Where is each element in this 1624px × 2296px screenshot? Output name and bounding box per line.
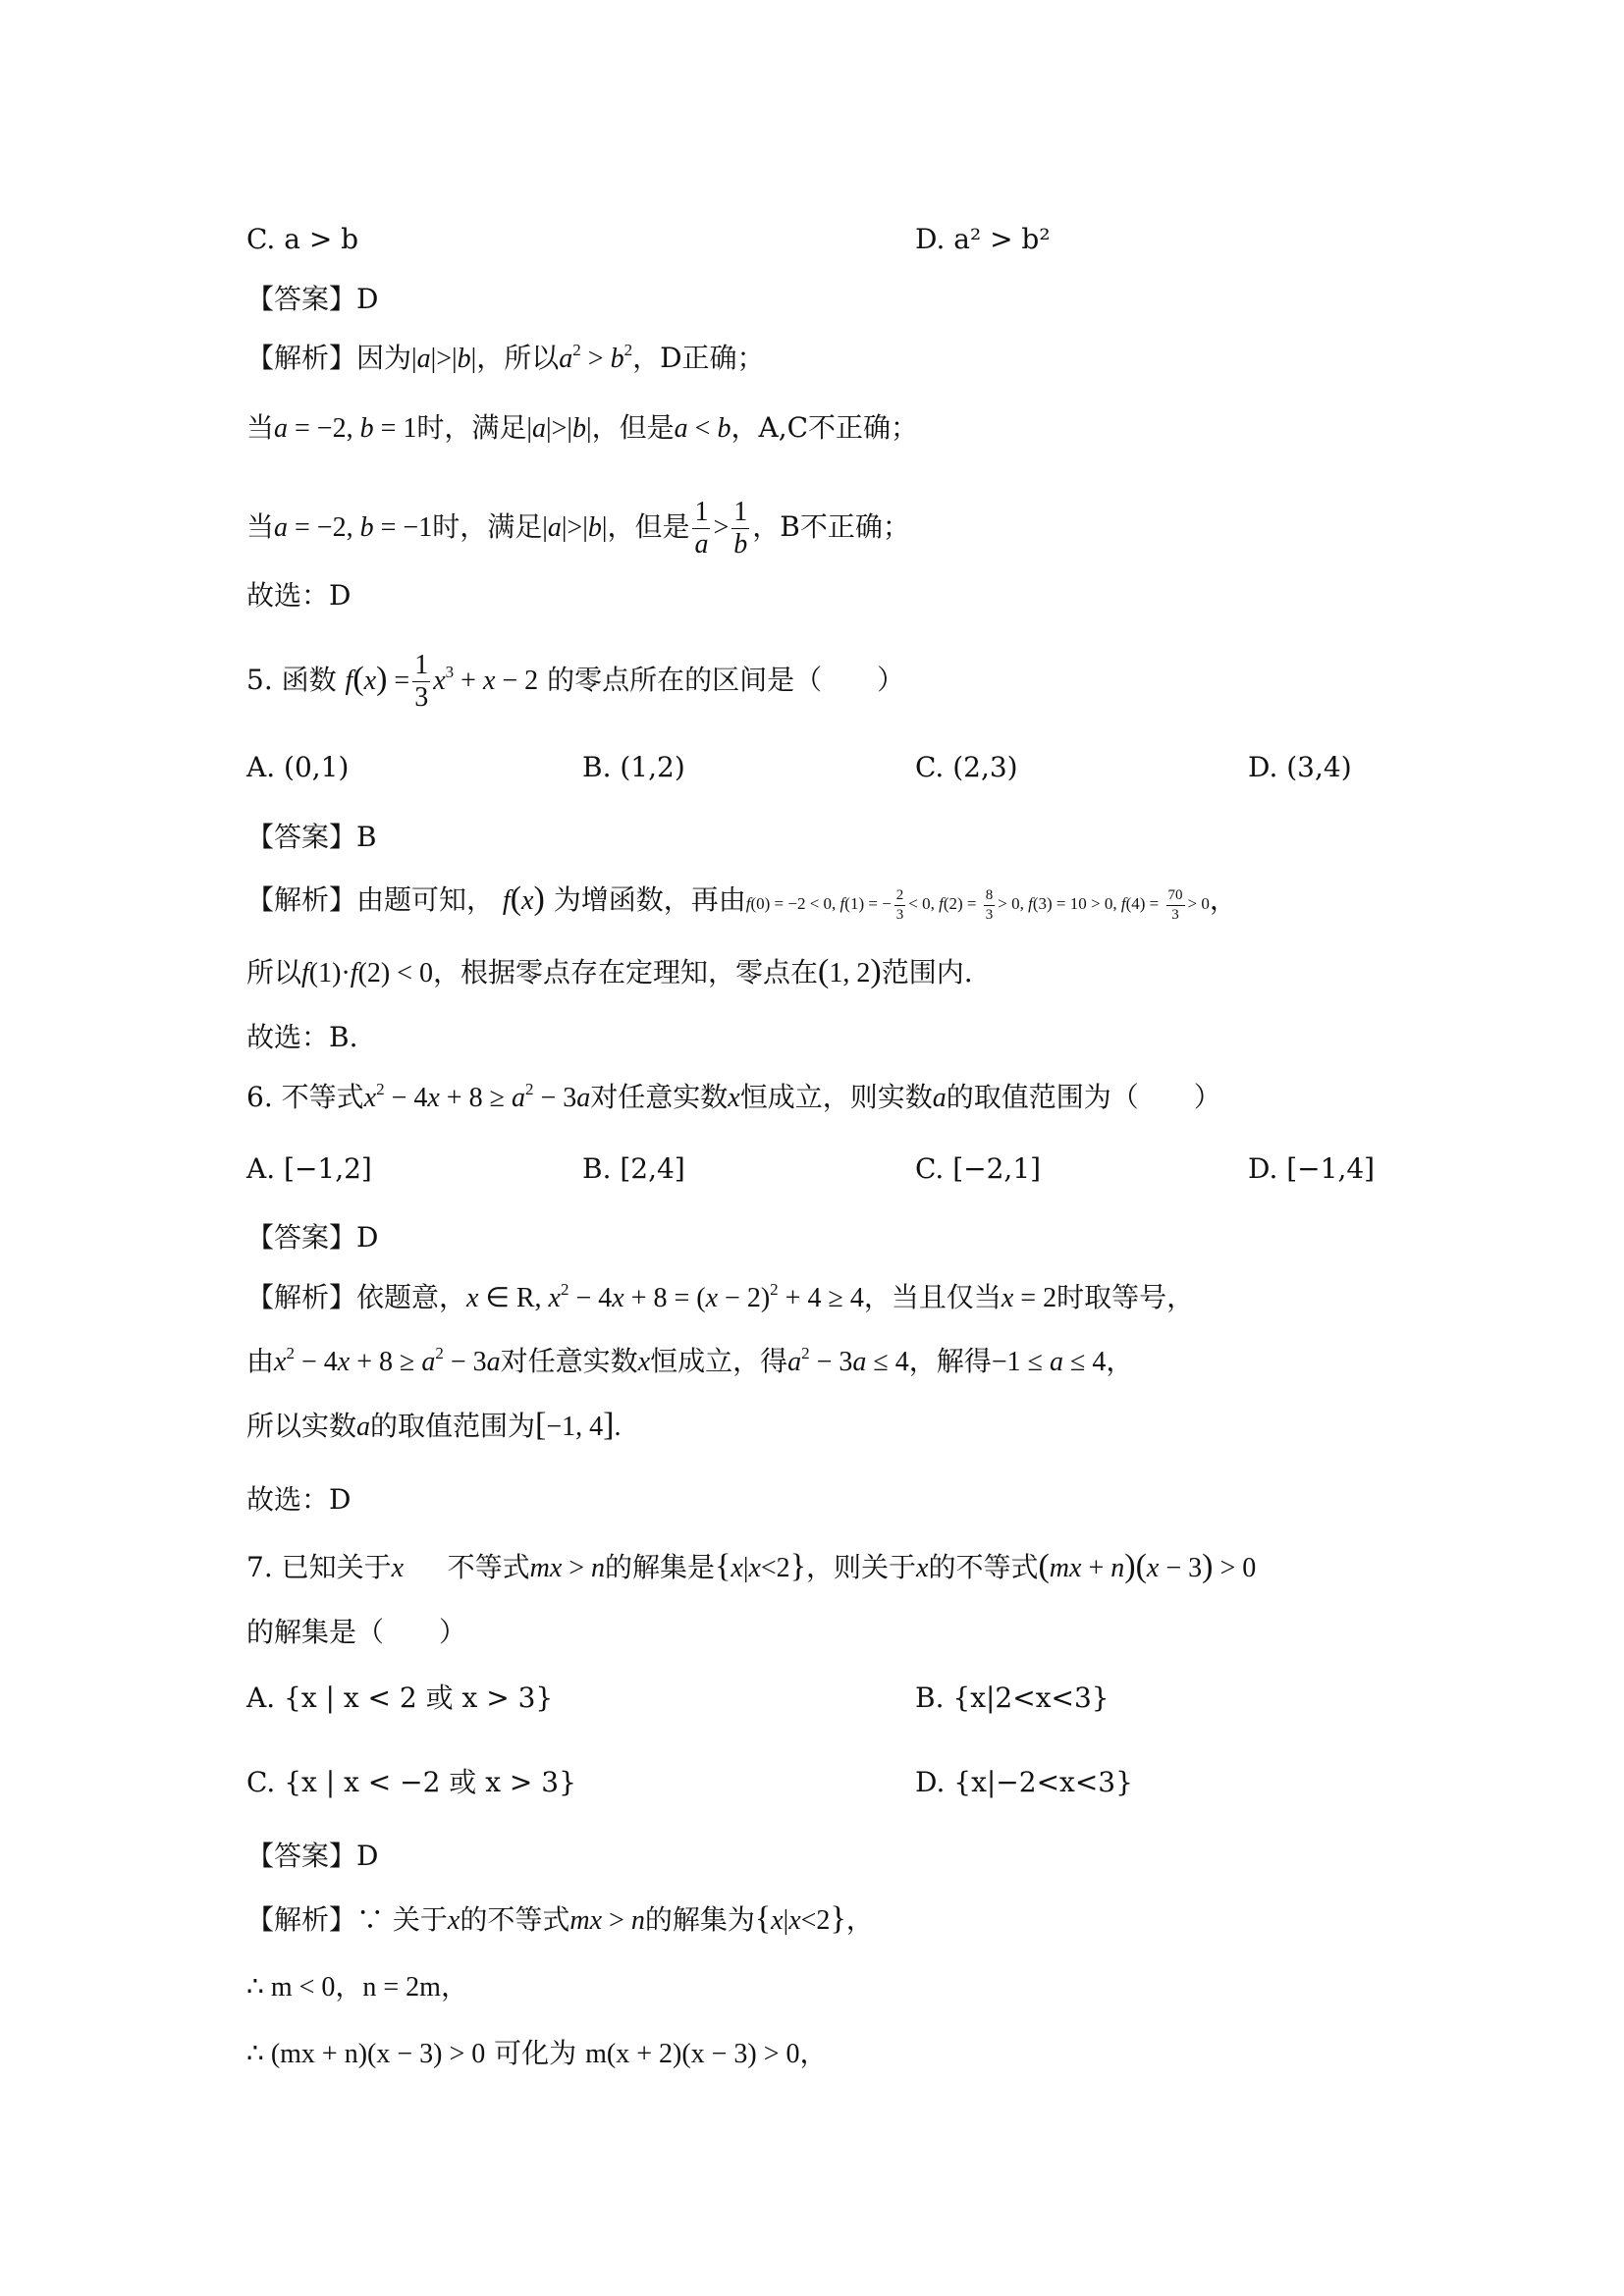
- analysis-text: ，A,C不正确；: [731, 411, 919, 444]
- option-d: D. (3,4): [1248, 751, 1352, 783]
- question-text: 的零点所在的区间是（ ）: [547, 664, 905, 696]
- analysis-text: 的取值范围为: [370, 1410, 536, 1442]
- conclusion: 故选：B.: [246, 1021, 358, 1053]
- analysis-line-1: 【解析】∵ 关于x的不等式mx > n的解集为{x|x<2}，: [246, 1900, 874, 1937]
- analysis-text: 【解析】依题意，: [246, 1281, 467, 1313]
- analysis-line-2: 所以f(1)·f(2) < 0，根据零点存在定理知，零点在(1, 2)范围内.: [246, 953, 973, 989]
- conclusion: 故选：D: [246, 579, 352, 612]
- analysis-text: ，当且仅当: [863, 1281, 1001, 1313]
- analysis-text: ，B不正确；: [752, 510, 910, 543]
- question-text: ，则关于: [806, 1551, 917, 1583]
- question-text: 7. 已知关于: [246, 1551, 392, 1583]
- option-b: B. (1,2): [582, 751, 685, 783]
- analysis-math: ∴ (mx + n)(x − 3) > 0: [246, 2039, 486, 2069]
- option-c: C. a > b: [246, 223, 359, 255]
- analysis-math: m(x + 2)(x − 3) > 0，: [585, 2039, 828, 2069]
- option-a: A. [−1,2]: [246, 1152, 372, 1185]
- question-5-stem: 5. 函数 f(x) = $\frac{1}{3}$ $x^3 + x - 2$ 的零点所在的区间是（ ）: [246, 650, 905, 713]
- analysis-text: 所以实数: [246, 1410, 357, 1442]
- analysis-text: 由: [246, 1345, 275, 1377]
- question-text: 的取值范围为（ ）: [946, 1081, 1221, 1113]
- analysis-line-2: 由$x^2 - 4x + 8 \ge a^2 - 3a$对任意实数x恒成立，得$a^2 - 3a \le 4$，解得−1 ≤ a ≤ 4，: [246, 1344, 1134, 1377]
- analysis-text: 为增函数，再由: [553, 883, 746, 916]
- analysis-text: 【解析】由题可知，: [246, 883, 495, 916]
- analysis-text: 时，满足: [432, 510, 543, 543]
- analysis-text: 因为: [356, 342, 412, 374]
- analysis-text: 的不等式: [460, 1903, 570, 1936]
- analysis-line-3: [246, 2034, 828, 2074]
- analysis-text: ，根据零点存在定理知，零点在: [433, 956, 819, 988]
- analysis-line-1: 【解析】依题意，x ∈ R, $x^2 - 4x + 8 = (x - 2)^2 + 4 \ge 4$，当且仅当x = 2时取等号，: [246, 1280, 1195, 1313]
- option-a: A. {x | x < 2 或 x > 3}: [246, 1682, 554, 1714]
- question-6-stem: 6. 不等式$x^2 - 4x + 8 \ge a^2 - 3a$对任意实数x恒成立，则实数a的取值范围为（ ）: [246, 1080, 1221, 1113]
- analysis-text: ，D正确；: [632, 342, 765, 374]
- analysis-text: ，解得: [908, 1345, 992, 1377]
- analysis-text: ，但是: [607, 510, 690, 543]
- analysis-text: 所以: [246, 956, 302, 988]
- option-a: A. (0,1): [246, 751, 350, 783]
- analysis-text: 的解集为: [644, 1903, 755, 1936]
- analysis-line-2: 当a = −2, b = 1时，满足|a|>|b|，但是a < b，A,C不正确；: [246, 411, 919, 444]
- analysis-text: 恒成立，得: [650, 1345, 788, 1377]
- analysis-text: ，所以: [476, 342, 560, 374]
- analysis-text: 时取等号，: [1056, 1281, 1195, 1313]
- analysis-text: 时，满足: [416, 411, 527, 444]
- analysis-line-1: 【解析】由题可知， f(x) 为增函数，再由f(0) = −2 < 0, f(1) = − $\frac{2}{3}$ < 0, f(2) = $\frac{8}{3}$ > 0, f(3) = 10 > 0, f(4) = $\frac{70}{3}$ > 0，: [246, 881, 1237, 923]
- analysis-text: ，但是: [591, 411, 675, 444]
- answer-label: 【答案】B: [246, 821, 377, 853]
- option-d: D. {x|−2<x<3}: [915, 1766, 1133, 1798]
- option-d: D. a² > b²: [915, 223, 1051, 255]
- analysis-line-3: 所以实数a的取值范围为[−1, 4].: [246, 1407, 622, 1443]
- option-c: C. (2,3): [915, 751, 1018, 783]
- question-text: 6. 不等式: [246, 1081, 364, 1113]
- option-c: C. {x | x < −2 或 x > 3}: [246, 1766, 576, 1798]
- analysis-line-2: ∴ m < 0，n = 2m，: [246, 1972, 468, 2002]
- question-7-stem-cont: 的解集是（ ）: [246, 1616, 467, 1648]
- option-b: B. [2,4]: [582, 1152, 685, 1185]
- question-text: 恒成立，则实数: [739, 1081, 933, 1113]
- option-b: B. {x|2<x<3}: [915, 1682, 1110, 1714]
- answer-label: 【答案】D: [246, 283, 379, 315]
- question-text: 的解集是: [605, 1551, 716, 1583]
- option-c: C. [−2,1]: [915, 1152, 1042, 1185]
- question-text: 的不等式: [928, 1551, 1039, 1583]
- question-7-stem: 7. 已知关于x 不等式mx > n的解集是{x|x<2}，则关于x的不等式(mx + n)(x − 3) > 0: [246, 1548, 1257, 1584]
- question-text: 对任意实数: [590, 1081, 729, 1113]
- answer-label: 【答案】D: [246, 1840, 379, 1872]
- analysis-text: 【解析】∵ 关于: [246, 1903, 448, 1936]
- option-d: D. [−1,4]: [1248, 1152, 1376, 1185]
- conclusion: 故选：D: [246, 1483, 352, 1516]
- answer-label: 【答案】D: [246, 1221, 379, 1254]
- analysis-text: 范围内.: [881, 956, 973, 988]
- question-text: 5. 函数: [246, 664, 337, 696]
- analysis-text: 当: [246, 411, 275, 444]
- analysis-text: 对任意实数: [500, 1345, 638, 1377]
- question-text: 不等式: [447, 1551, 530, 1583]
- analysis-line-1: 【解析】因为|a|>|b|，所以$a^2 > b^2$，D正确；: [246, 341, 765, 374]
- analysis-text: 当: [246, 510, 275, 543]
- analysis-line-3: 当a = −2, b = −1时，满足|a|>|b|，但是 $\frac{1}{a}$ > $\frac{1}{b}$ ，B不正确；: [246, 497, 910, 560]
- analysis-tag: 【解析】: [246, 342, 357, 374]
- analysis-text: 可化为: [494, 2037, 577, 2069]
